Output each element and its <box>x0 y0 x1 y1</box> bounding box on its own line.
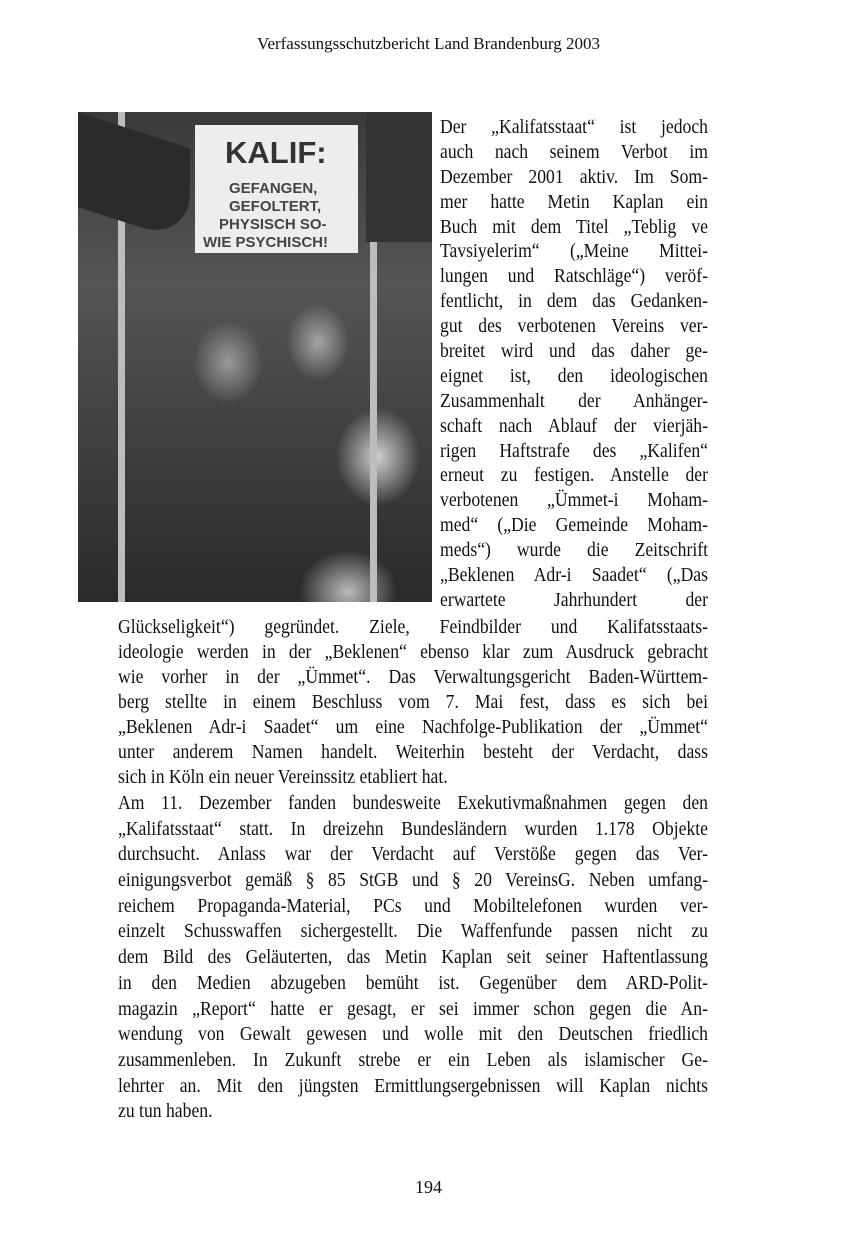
paragraph-1-continued <box>118 615 708 790</box>
text-line: berg stellte in einem Beschluss vom 7. Mai fest, dass es sich bei <box>118 691 708 713</box>
text-line: gut des verbotenen Vereins ver- <box>440 315 708 338</box>
text-line: ideologie werden in der „Beklenen“ ebenso klar zum Ausdruck gebracht <box>118 641 708 663</box>
text-line: Der „Kalifatsstaat“ ist jedoch <box>440 116 708 138</box>
text-line: lehrter an. Mit den jüngsten Ermittlungsergebnissen will Kaplan nichts <box>118 1074 708 1097</box>
text-line: unter anderem Namen handelt. Weiterhin besteht der Verdacht, dass <box>118 741 708 763</box>
text-line: schaft nach Ablauf der vierjäh- <box>440 414 708 437</box>
text-line: erneut zu festigen. Anstelle der <box>440 464 708 487</box>
text-line: wie vorher in der „Ümmet“. Das Verwaltungsgericht Baden-Württem- <box>118 666 708 688</box>
text-line: Zusammenhalt der Anhänger- <box>440 389 708 412</box>
text-line: einigungsverbot gemäß § 85 StGB und § 20 VereinsG. Neben umfang- <box>118 869 708 892</box>
running-header: Verfassungsschutzbericht Land Brandenburg 2003 <box>257 34 600 53</box>
text-line: einzelt Schusswaffen sichergestellt. Die Waffenfunde passen nicht zu <box>118 920 708 943</box>
demonstration-photo <box>78 112 432 602</box>
sign-title: KALIF: <box>225 135 327 170</box>
text-line: Dezember 2001 aktiv. Im Som- <box>440 165 708 188</box>
sign-line: GEFANGEN, <box>229 180 318 197</box>
page-number: 194 <box>415 1177 442 1197</box>
text-line: sich in Köln ein neuer Vereinssitz etabliert hat. <box>118 766 448 788</box>
text-line: „Beklenen Adr-i Saadet“ um eine Nachfolge-Publikation der „Ümmet“ <box>118 716 708 738</box>
text-line: erwartete Jahrhundert der <box>440 588 708 611</box>
protest-sign <box>195 125 358 253</box>
sign-line: PHYSISCH SO- <box>219 216 327 233</box>
text-line: eignet ist, den ideologischen <box>440 364 708 387</box>
text-line: in den Medien abzugeben bemüht ist. Gegenüber dem ARD-Polit- <box>118 971 708 994</box>
text-line: zusammenleben. In Zukunft strebe er ein Leben als islamischer Ge- <box>118 1048 708 1071</box>
text-line: med“ („Die Gemeinde Moham- <box>440 514 708 537</box>
text-line: Tavsiyelerim“ („Meine Mittei- <box>440 240 708 263</box>
paragraph-1-column <box>440 115 708 613</box>
text-line: durchsucht. Anlass war der Verdacht auf Verstöße gegen das Ver- <box>118 843 708 866</box>
paragraph-2 <box>118 791 708 1125</box>
text-line: mer hatte Metin Kaplan ein <box>440 190 708 213</box>
text-line: rigen Haftstrafe des „Kalifen“ <box>440 439 708 462</box>
sign-line: GEFOLTERT, <box>229 198 322 215</box>
sign-line: WIE PSYCHISCH! <box>203 234 329 251</box>
text-line: verbotenen „Ümmet-i Moham- <box>440 489 708 512</box>
text-line: Am 11. Dezember fanden bundesweite Exekutivmaßnahmen gegen den <box>118 792 708 814</box>
text-line: „Beklenen Adr-i Saadet“ („Das <box>440 564 708 587</box>
text-line: lungen und Ratschläge“) veröf- <box>440 265 708 288</box>
text-line: reichem Propaganda-Material, PCs und Mobiltelefonen wurden ver- <box>118 894 708 917</box>
text-line: wendung von Gewalt gewesen und wolle mit den Deutschen friedlich <box>118 1023 708 1046</box>
text-line: dem Bild des Geläuterten, das Metin Kaplan seit seiner Haftentlassung <box>118 946 708 969</box>
text-line: magazin „Report“ hatte er gesagt, er sei immer schon gegen die An- <box>118 997 708 1020</box>
text-line: zu tun haben. <box>118 1100 213 1123</box>
text-line: meds“) wurde die Zeitschrift <box>440 539 708 562</box>
flag <box>78 112 190 243</box>
text-line: „Kalifatsstaat“ statt. In dreizehn Bundesländern wurden 1.178 Objekte <box>118 817 708 840</box>
text-line: Buch mit dem Titel „Teblig ve <box>440 215 708 238</box>
text-line: breitet wird und das daher ge- <box>440 340 708 363</box>
flag <box>366 112 432 242</box>
text-line: Glückseligkeit“) gegründet. Ziele, Feindbilder und Kalifatsstaats- <box>118 616 708 638</box>
text-line: auch nach seinem Verbot im <box>440 140 708 163</box>
text-line: fentlicht, in dem das Gedanken- <box>440 290 708 313</box>
